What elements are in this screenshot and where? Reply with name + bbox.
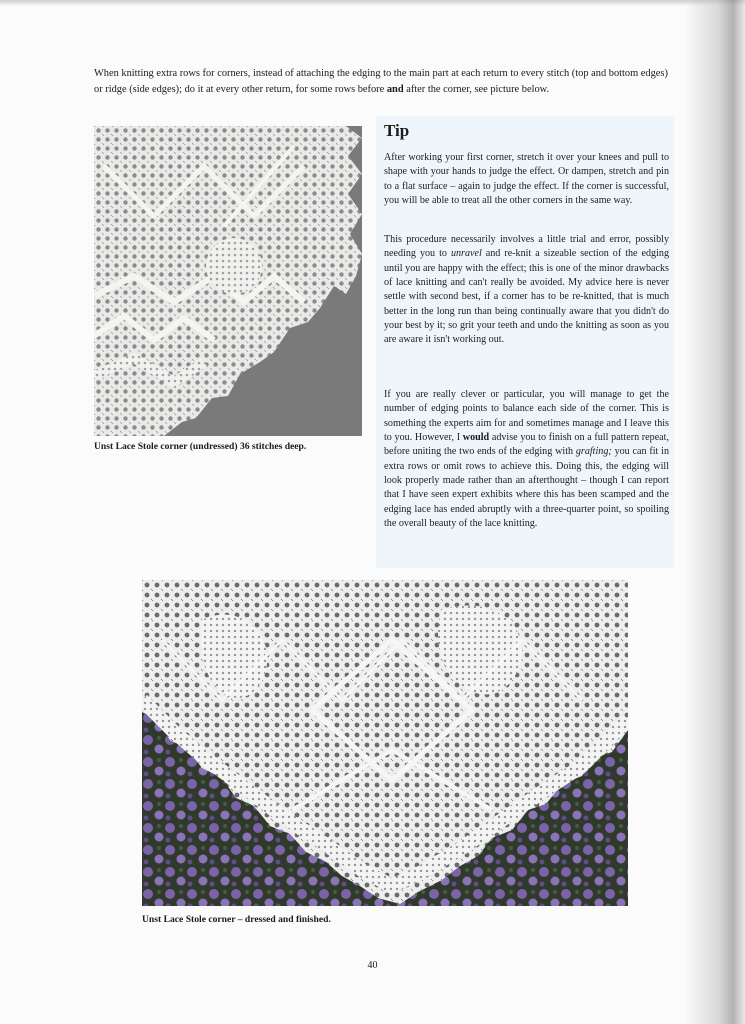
tip-title: Tip [384,121,410,140]
tip-p2-text-1: This procedure necessarily involves a little trial and error, possibly needing you to [384,234,669,260]
tip-p3-text-2: advise you to finish on a full pattern repeat, before uniting the two ends of the edging with [384,432,669,458]
intro-bold-word: and [386,83,404,95]
page-binding-shadow [685,0,745,1024]
page-top-edge-shadow [0,0,745,6]
page-number: 40 [367,960,378,971]
tip-p2-italic: unravel [450,248,482,260]
tip-p3-text-1: If you are really clever or particular, you will manage to get the number of edging points to balance each side of the corner. This is something the experts aim for and sometimes manage and I leave this to you. However, I [384,389,669,444]
tip-p3-text-3: you can fit in extra rows or omit rows to achieve this. Doing this, the edging will look properly made rather than an afterthought – though I can report that I have seen expert exhibits where this has been scamped and the edging lace has ended abruptly with a three-quarter point, so spoiling the overall beauty of the lace knitting. [384,446,669,530]
tip-paragraph-2 [384,233,669,348]
dressed-photo-caption: Unst Lace Stole corner – dressed and finished. [142,914,331,925]
intro-text-1: When knitting extra rows for corners, instead of attaching the edging to the main part at each return to every stitch (top and bottom edges) or ridge (side edges); do it at every other return, for some rows before [94,68,668,95]
tip-p3-bold: would [462,432,490,444]
tip-p2-text-2: and re-knit a sizeable section of the edging until you are happy with the effect; this is one of the minor drawbacks of lace knitting and can't really be avoided. My advice here is never settle with second best, if a corner has to be re-knitted, that is much better in the long run than being continually aware that you didn't do your best by it; so grit your teeth and undo the knitting as soon as you are aware it isn't working out. [384,248,670,346]
intro-text-2: after the corner, see picture below. [403,83,550,95]
undressed-photo-caption: Unst Lace Stole corner (undressed) 36 stitches deep. [94,441,307,452]
dressed-lace-photo [142,580,628,906]
tip-paragraph-3 [384,388,669,531]
intro-paragraph [94,66,676,97]
undressed-lace-photo [94,126,362,436]
tip-paragraph-1: After working your first corner, stretch it over your knees and pull to shape with your hands to judge the effect. Or dampen, stretch and pin to a flat surface – again to judge the effect. If the corner is successful, you will be able to treat all the other corners in the same way. [384,152,669,207]
tip-p3-italic: grafting; [575,446,612,458]
